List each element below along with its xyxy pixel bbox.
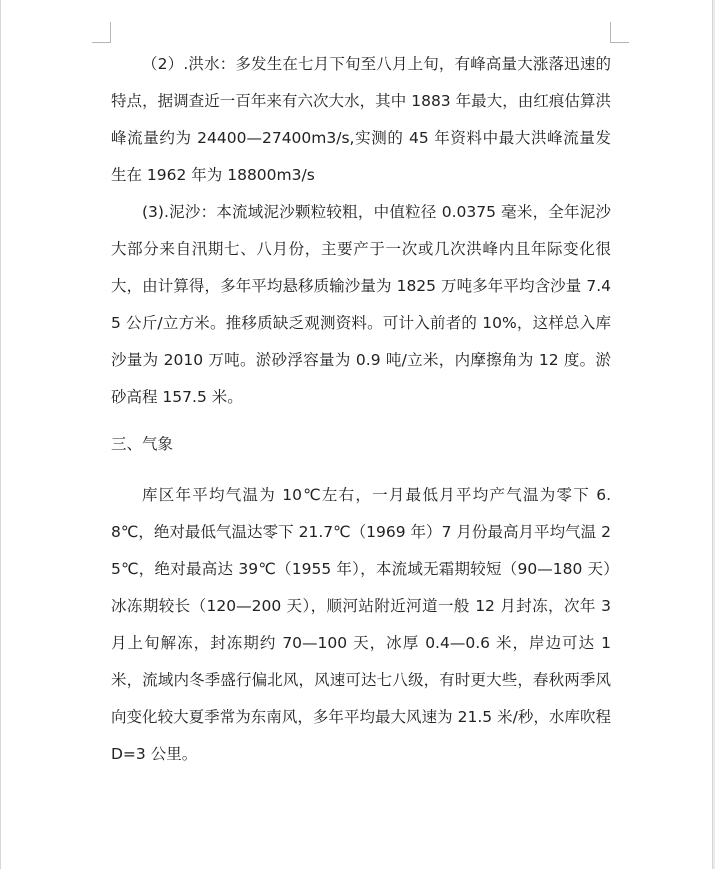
paragraph-flood: （2）.洪水：多发生在七月下旬至八月上旬，有峰高量大涨落迅速的特点，据调查近一百年来有六次大水，其中 1883 年最大，由红痕估算洪峰流量约为 24400—27400m3/s,实测的 45 年资料中最大洪峰流量发生在 1962 年为 18800m3/s — [111, 55, 611, 184]
document-body[interactable] — [111, 46, 611, 773]
paragraph-sediment: (3).泥沙：本流域泥沙颗粒较粗，中值粒径 0.0375 毫米，全年泥沙大部分来自汛期七、八月份，主要产于一次或几次洪峰内且年际变化很大，由计算得，多年平均悬移质输沙量为 1825 万吨多年平均含沙量 7.45 公斤/立方米。推移质缺乏观测资料。可计入前者的 10%，这样总入库沙量为 2010 万吨。淤砂浮容量为 0.9 吨/立米，内摩擦角为 12 度。淤砂高程 157.5 米。 — [111, 203, 611, 406]
top-right-crop-mark — [610, 22, 629, 43]
section-heading-weather: 三、气象 — [111, 435, 174, 453]
paragraph-weather: 库区年平均气温为 10℃左右，一月最低月平均产气温为零下 6.8℃，绝对最低气温达零下 21.7℃（1969 年）7 月份最高月平均气温 25℃，绝对最高达 39℃（1955 年），本流域无霜期较短（90—180 天）冰冻期较长（120—200 天），顺河站附近河道一般 12 月封冻，次年 3 月上旬解冻，封冻期约 70—100 天，冰厚 0.4—0.6 米，岸边可达 1 米，流域内冬季盛行偏北风，风速可达七八级，有时更大些，春秋两季风向变化较大夏季常为东南风，多年平均最大风速为 21.5 米/秒，水库吹程 D=3 公里。 — [111, 486, 611, 763]
top-left-crop-mark — [92, 22, 111, 43]
